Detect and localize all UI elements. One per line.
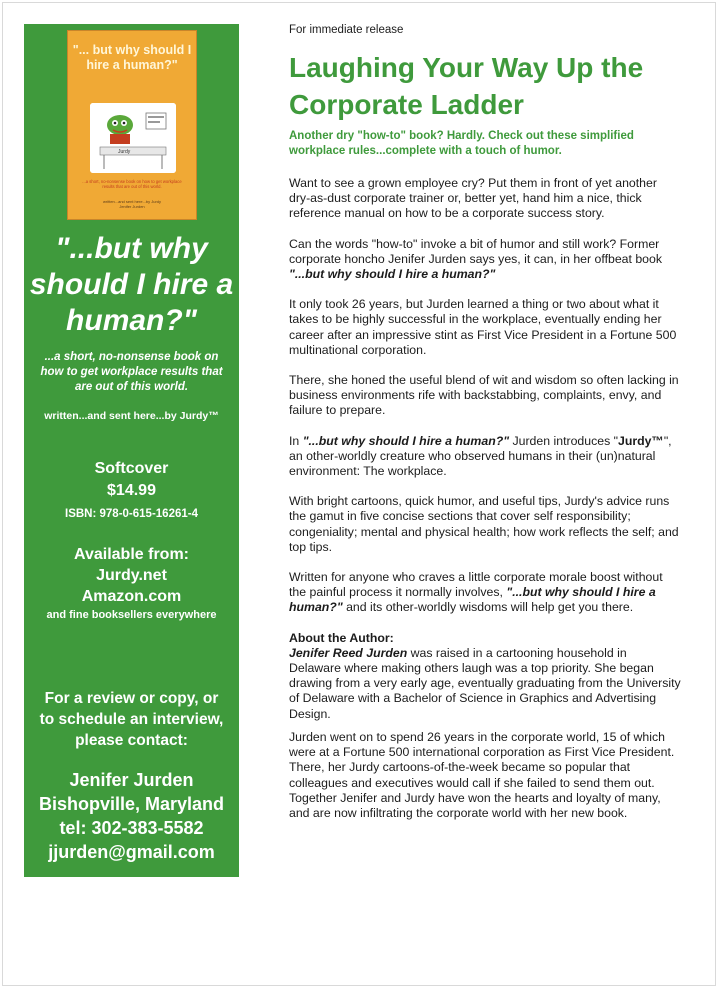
cover-byline: written...and sent here...by Jurdy	[102, 199, 162, 204]
contact-email: jjurden@gmail.com	[48, 842, 215, 862]
paragraph-5-text-a: In	[289, 433, 303, 448]
store-jurdy-net: Jurdy.net	[96, 567, 167, 584]
contact-location: Bishopville, Maryland	[38, 794, 225, 814]
sidebar-book-subtitle: ...a short, no-nonsense book on how to get workplace results that are out of this world.	[40, 351, 223, 393]
cover-small-text-2	[78, 199, 186, 209]
paragraph-7-text-b: and its other-worldly wisdoms will help get you there.	[342, 600, 634, 615]
contact-block	[24, 768, 239, 864]
store-fine-booksellers: and fine booksellers everywhere	[46, 609, 217, 621]
availability-block	[24, 544, 239, 607]
paragraph-5	[289, 434, 681, 480]
paragraph-5-text-b: Jurden introduces "	[509, 433, 619, 448]
press-release-body	[289, 24, 681, 821]
jurdy-cartoon-illustration	[90, 103, 176, 173]
paragraph-5-text-c: ", an other-worldly creature who observed humans in their (un)natural environment: The workplace.	[289, 433, 672, 479]
page-title: Laughing Your Way Up the Corporate Ladder	[289, 52, 644, 120]
paragraph-1: Want to see a grown employee cry? Put them in front of yet another dry-as-dust corporate trainer or, better yet, hand him a nice, thick reference manual on how to be a corporate success story.	[289, 176, 657, 221]
price-block	[24, 458, 239, 502]
paragraph-4: There, she honed the useful blend of wit and wisdom so often lacking in business environments rife with backstabbing, complaints, envy, and failure to prepare.	[289, 373, 679, 418]
jurdy-trademark: Jurdy™	[618, 433, 664, 448]
book-cover-image	[67, 30, 197, 220]
about-author-paragraph-2: Jurden went on to spend 26 years in the corporate world, 15 of which were at a Fortune 500 international corporation as First Vice President. There, her Jurdy cartoons-of-the-week became so popular that colleagues and executives would call if she failed to send them out. Together Jenifer and Jurdy have won the hearts and loyalty of many, and are now infiltrating the corporate world with her new book.	[289, 729, 675, 820]
cover-small-text: ...a short, no-nonsense book on how to get workplace results that are out of this world.	[82, 179, 182, 189]
paragraph-6: With bright cartoons, quick humor, and useful tips, Jurdy's advice runs the gamut in five concise sections that cover self responsibility; congeniality; mental and physical health; how work reflects the self; and top tips.	[289, 494, 679, 554]
about-author-paragraph-1	[289, 646, 681, 722]
author-name: Jenifer Reed Jurden	[289, 645, 408, 660]
available-label: Available from:	[74, 546, 189, 563]
contact-phone: tel: 302-383-5582	[59, 818, 204, 838]
promo-sidebar	[24, 24, 239, 877]
cover-author: Jenifer Jurden	[119, 204, 145, 209]
paragraph-7	[289, 570, 681, 616]
paragraph-7-text-a: Written for anyone who craves a little corporate morale boost without the painful process it normally involves,	[289, 570, 663, 600]
about-author-text: was raised in a cartooning household in Delaware where making others laugh was a top priority. She began drawing from a very early age, eventually graduating from the University of Delaware with a Bachelor of Science in Graphics and Advertising Design.	[289, 645, 681, 721]
review-line-3: please contact:	[75, 732, 188, 749]
paragraph-3: It only took 26 years, but Jurden learned a thing or two about what it takes to be highly successful in the workplace, eventually ending her career after an impressive stint as First Vice President in a Fortune 500 multinational corporation.	[289, 297, 677, 357]
review-request-block	[24, 688, 239, 751]
book-title-inline: "...but why should I hire a human?"	[302, 433, 510, 448]
book-title-inline: "...but why should I hire a human?"	[289, 267, 496, 282]
review-line-2: to schedule an interview,	[39, 711, 224, 728]
paragraph-2-text: Can the words "how-to" invoke a bit of humor and still work? Former corporate honcho Jenifer Jurden says yes, it can, in her offbeat book	[289, 236, 663, 266]
book-title-inline: "...but why should I hire a human?"	[289, 585, 656, 615]
price-label: $14.99	[107, 482, 156, 499]
store-amazon: Amazon.com	[81, 588, 182, 605]
cover-art-caption: Jurdy	[118, 149, 131, 155]
about-author-heading: About the Author:	[289, 630, 394, 645]
isbn-label: ISBN: 978-0-615-16261-4	[65, 508, 198, 520]
review-line-1: For a review or copy, or	[44, 690, 219, 707]
cover-title: "... but why should I hire a human?"	[72, 43, 192, 72]
paragraph-2	[289, 237, 681, 283]
subheading: Another dry "how-to" book? Hardly. Check out these simplified workplace rules...complete with a touch of humor.	[289, 130, 634, 157]
release-label: For immediate release	[289, 24, 404, 36]
format-label: Softcover	[94, 460, 169, 477]
sidebar-book-title: "...but why should I hire a human?"	[29, 232, 234, 337]
sidebar-written-by: written...and sent here...by Jurdy™	[44, 410, 219, 422]
contact-name: Jenifer Jurden	[69, 770, 194, 790]
